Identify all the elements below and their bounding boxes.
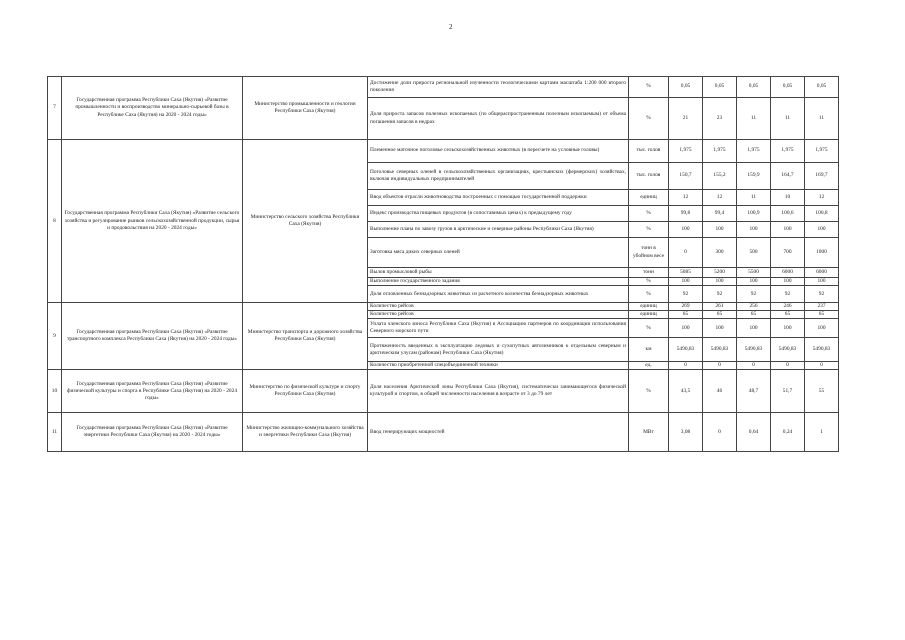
indicator-value: 65 xyxy=(703,311,737,319)
indicator-value: 99,4 xyxy=(703,206,737,222)
indicator-value: 12 xyxy=(805,190,839,206)
row-number: 7 xyxy=(48,77,62,140)
indicator-value: 100 xyxy=(703,278,737,286)
indicator-value: 100 xyxy=(805,278,839,286)
responsible-ministry: Министерство сельского хозяйства Республики Саха (Якутия) xyxy=(243,140,368,303)
indicator-value: 23 xyxy=(703,98,737,140)
indicator-value: 500 xyxy=(737,238,771,268)
indicator-value: 100 xyxy=(771,319,805,338)
program-name: Государственная программа Республики Саха (Якутия) «Развитие промышленности и воспроизводство минерально-сырьевой базы в Республике Саха (Якутия) на 2020 - 2024 годы» xyxy=(62,77,243,140)
responsible-ministry: Министерство транспорта и дорожного хозяйства Республики Саха (Якутия) xyxy=(243,303,368,370)
program-name: Государственная программа Республики Саха (Якутия) «Развитие сельского хозяйства и регулирование рынков сельскохозяйственной продукции, сырья и продовольствия на 2020 - 2024 годы» xyxy=(62,140,243,303)
indicator-value: 100 xyxy=(669,278,703,286)
indicator-value: 65 xyxy=(669,311,703,319)
indicator-value: 100 xyxy=(703,319,737,338)
indicator-value: 100,8 xyxy=(805,206,839,222)
indicator-value: 246 xyxy=(771,303,805,311)
indicator-value: 12 xyxy=(669,190,703,206)
indicator-name: Выполнение плана по завозу грузов в арктические и северные районы Республики Саха (Якутия) xyxy=(368,222,629,238)
indicator-value: 100,6 xyxy=(771,206,805,222)
indicator-value: 92 xyxy=(737,286,771,303)
indicator-value: 100 xyxy=(669,222,703,238)
indicator-value: 5490,83 xyxy=(805,338,839,362)
indicator-value: 100 xyxy=(669,319,703,338)
indicator-value: 12 xyxy=(703,190,737,206)
indicator-value: 65 xyxy=(737,311,771,319)
indicator-value: 100 xyxy=(805,319,839,338)
indicator-value: 164,7 xyxy=(771,163,805,190)
indicator-value: 100 xyxy=(737,319,771,338)
program-indicators-table xyxy=(47,76,839,452)
indicator-value: 0 xyxy=(703,362,737,370)
indicator-value: 256 xyxy=(737,303,771,311)
indicator-unit: % xyxy=(629,77,669,98)
row-number: 8 xyxy=(48,140,62,303)
indicator-unit: МВт xyxy=(629,413,669,452)
indicator-value: 48,7 xyxy=(737,370,771,413)
indicator-unit: единиц xyxy=(629,311,669,319)
indicator-value: 92 xyxy=(669,286,703,303)
indicator-name: Ввод объектов отрасли животноводства построенных с помощью государственной поддержки xyxy=(368,190,629,206)
table-row xyxy=(48,77,839,98)
indicator-value: 1 xyxy=(805,413,839,452)
indicator-value: 169,7 xyxy=(805,163,839,190)
indicator-unit: % xyxy=(629,222,669,238)
indicator-unit: тонн xyxy=(629,268,669,278)
responsible-ministry: Министерство по физической культуре и спорту Республики Саха (Якутия) xyxy=(243,370,368,413)
indicator-value: 46 xyxy=(703,370,737,413)
indicator-unit: % xyxy=(629,286,669,303)
indicator-value: 0 xyxy=(703,413,737,452)
indicator-name: Заготовка мяса диких северных оленей xyxy=(368,238,629,268)
indicator-unit: % xyxy=(629,206,669,222)
indicator-name: Выполнение государственного задания xyxy=(368,278,629,286)
indicator-value: 0,05 xyxy=(669,77,703,98)
table-row xyxy=(48,370,839,413)
indicator-value: 0 xyxy=(669,362,703,370)
indicator-name: Доля прироста запасов полезных ископаемых (по общераспространенным полезным ископаемым) от объема погашения запасов в недрах xyxy=(368,98,629,140)
indicator-value: 100 xyxy=(737,278,771,286)
indicator-value: 150,7 xyxy=(669,163,703,190)
indicator-unit: тыс. голов xyxy=(629,163,669,190)
row-number: 9 xyxy=(48,303,62,370)
indicator-value: 300 xyxy=(703,238,737,268)
indicator-value: 92 xyxy=(805,286,839,303)
indicator-name: Доля отловленных безнадзорных животных из расчетного количества безнадзорных животных xyxy=(368,286,629,303)
indicator-value: 3,08 xyxy=(669,413,703,452)
indicator-name: Количество приобретенной спецобъединенной техники xyxy=(368,362,629,370)
indicator-value: 0,24 xyxy=(771,413,805,452)
indicator-value: 99,8 xyxy=(669,206,703,222)
indicator-value: 100 xyxy=(771,278,805,286)
indicator-unit: тонн в убойном весе xyxy=(629,238,669,268)
indicator-value: 11 xyxy=(737,190,771,206)
indicator-value: 1,975 xyxy=(737,140,771,163)
indicator-value: 5085 xyxy=(669,268,703,278)
indicator-name: Племенное маточное поголовье сельскохозяйственных животных (в пересчете на условные головы) xyxy=(368,140,629,163)
indicator-value: 100 xyxy=(703,222,737,238)
row-number: 10 xyxy=(48,370,62,413)
indicator-value: 51,7 xyxy=(771,370,805,413)
indicator-value: 0 xyxy=(669,238,703,268)
indicator-value: 100 xyxy=(771,222,805,238)
indicator-unit: км xyxy=(629,338,669,362)
indicator-name: Поголовье северных оленей в сельскохозяйственных организациях, крестьянских (фермерских) хозяйствах, включая индивидуальных предпринимателей xyxy=(368,163,629,190)
indicator-unit: % xyxy=(629,370,669,413)
indicator-name: Вылов промысловой рыбы xyxy=(368,268,629,278)
indicator-value: 92 xyxy=(703,286,737,303)
indicator-value: 100 xyxy=(737,222,771,238)
responsible-ministry: Министерство промышленности и геологии Республики Саха (Якутия) xyxy=(243,77,368,140)
indicator-value: 269 xyxy=(669,303,703,311)
indicator-value: 11 xyxy=(771,98,805,140)
indicator-value: 5490,83 xyxy=(703,338,737,362)
indicator-value: 1,975 xyxy=(771,140,805,163)
indicator-value: 1,975 xyxy=(703,140,737,163)
indicator-name: Ввод генерирующих мощностей xyxy=(368,413,629,452)
table-row xyxy=(48,413,839,452)
responsible-ministry: Министерство жилищно-коммунального хозяйства и энергетики Республики Саха (Якутия) xyxy=(243,413,368,452)
indicator-unit: единиц xyxy=(629,303,669,311)
indicator-value: 92 xyxy=(771,286,805,303)
indicator-value: 5200 xyxy=(703,268,737,278)
table-row xyxy=(48,303,839,311)
indicator-unit: % xyxy=(629,278,669,286)
indicator-name: Уплата членского взноса Республики Саха (Якутия) в Ассоциацию партнеров по координации использования Северного морского пути xyxy=(368,319,629,338)
program-name: Государственная программа Республики Саха (Якутия) «Развитие физической культуры и спорта в Республике Саха (Якутия) на 2020 - 2024 годы» xyxy=(62,370,243,413)
indicator-unit: % xyxy=(629,98,669,140)
indicator-value: 11 xyxy=(737,98,771,140)
indicator-value: 1,975 xyxy=(669,140,703,163)
indicator-value: 21 xyxy=(669,98,703,140)
indicator-value: 1000 xyxy=(805,238,839,268)
indicator-value: 261 xyxy=(703,303,737,311)
indicator-value: 65 xyxy=(771,311,805,319)
indicator-value: 5500 xyxy=(737,268,771,278)
indicator-value: 5490,83 xyxy=(771,338,805,362)
indicator-unit: ед. xyxy=(629,362,669,370)
indicator-value: 65 xyxy=(805,311,839,319)
indicator-value: 237 xyxy=(805,303,839,311)
indicator-value: 43,5 xyxy=(669,370,703,413)
table-row xyxy=(48,140,839,163)
indicator-value: 155,2 xyxy=(703,163,737,190)
indicator-value: 0 xyxy=(771,362,805,370)
indicator-value: 700 xyxy=(771,238,805,268)
program-name: Государственная программа Республики Саха (Якутия) «Развитие транспортного комплекса Республики Саха (Якутия) на 2020 - 2024 годы» xyxy=(62,303,243,370)
indicator-unit: тыс. голов xyxy=(629,140,669,163)
indicator-value: 0,05 xyxy=(771,77,805,98)
indicator-value: 0,05 xyxy=(737,77,771,98)
indicator-value: 11 xyxy=(805,98,839,140)
row-number: 11 xyxy=(48,413,62,452)
indicator-value: 100,9 xyxy=(737,206,771,222)
indicator-value: 10 xyxy=(771,190,805,206)
indicator-value: 0,05 xyxy=(703,77,737,98)
indicator-value: 100 xyxy=(805,222,839,238)
indicator-name: Индекс производства пищевых продуктов (в сопоставимых ценах) к предыдущему году xyxy=(368,206,629,222)
indicator-name: Доля населения Арктической зоны Республики Саха (Якутия), систематически занимающегося физической культурой и спортом, в общей численности населения в возрасте от 3 до 79 лет xyxy=(368,370,629,413)
indicator-name: Количество рейсов xyxy=(368,303,629,311)
indicator-value: 55 xyxy=(805,370,839,413)
indicator-value: 6000 xyxy=(771,268,805,278)
indicator-value: 0,64 xyxy=(737,413,771,452)
program-name: Государственная программа Республики Саха (Якутия) «Развитие энергетики Республики Саха (Якутия) на 2020 - 2024 годы» xyxy=(62,413,243,452)
indicator-value: 159,9 xyxy=(737,163,771,190)
indicator-unit: % xyxy=(629,319,669,338)
indicator-name: Количество рейсов xyxy=(368,311,629,319)
page-number: 2 xyxy=(449,23,453,31)
indicator-unit: единиц xyxy=(629,190,669,206)
indicator-value: 0,05 xyxy=(805,77,839,98)
indicator-value: 0 xyxy=(805,362,839,370)
indicator-value: 6000 xyxy=(805,268,839,278)
indicator-value: 0 xyxy=(737,362,771,370)
indicator-value: 5490,83 xyxy=(669,338,703,362)
indicator-value: 1,975 xyxy=(805,140,839,163)
indicator-value: 5490,83 xyxy=(737,338,771,362)
indicator-name: Протяженность введенных в эксплуатацию ледовых и сухопутных автозимников к отдельным северным и арктическим улусам (районам) Республики Саха (Якутия) xyxy=(368,338,629,362)
indicator-name: Достижение доли прироста региональной изученности геологическими картами масштаба 1:200 000 второго поколения xyxy=(368,77,629,98)
